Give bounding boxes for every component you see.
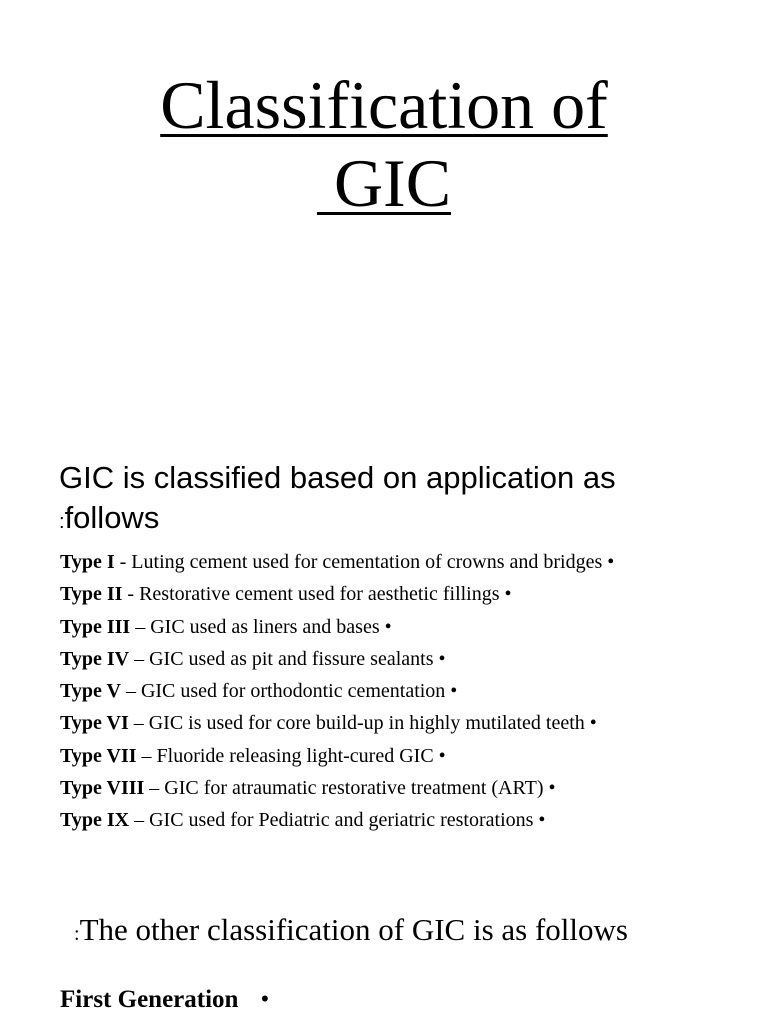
type-label: Type IX <box>60 809 130 832</box>
title-line-2: GIC <box>316 145 452 221</box>
type-description: – GIC used as liners and bases • <box>130 615 392 638</box>
type-label: Type V <box>60 680 121 703</box>
other-colon: : <box>74 923 80 945</box>
list-item-type-1 <box>60 546 614 578</box>
other-classification-heading <box>74 910 754 954</box>
list-item-type-8 <box>60 772 614 804</box>
generation-item <box>60 982 269 1018</box>
intro-colon: : <box>59 511 65 533</box>
list-item-type-3 <box>60 611 614 643</box>
type-description: – GIC is used for core build-up in highly mutilated teeth • <box>128 712 597 735</box>
type-label: Type IV <box>60 647 130 670</box>
intro-heading <box>59 458 699 542</box>
type-description: - Restorative cement used for aesthetic fillings • <box>122 583 512 606</box>
type-label: Type VII <box>60 744 137 767</box>
type-description: – Fluoride releasing light-cured GIC • <box>136 744 446 767</box>
type-list <box>60 546 614 837</box>
list-item-type-5 <box>60 675 614 707</box>
type-label: Type VI <box>60 712 129 735</box>
list-item-type-4 <box>60 643 614 675</box>
bullet-icon: • <box>260 986 270 1013</box>
title-line-1: Classification of <box>160 67 608 143</box>
list-item-type-2 <box>60 578 614 610</box>
type-label: Type VIII <box>60 777 145 800</box>
type-label: Type I <box>60 551 115 573</box>
type-label: Type II <box>60 583 123 606</box>
type-label: Type III <box>60 615 131 638</box>
generation-label: First Generation <box>60 986 239 1013</box>
type-description: – GIC for atraumatic restorative treatment (ART) • <box>144 777 556 800</box>
list-item-type-6 <box>60 707 614 739</box>
page-title <box>0 66 768 222</box>
intro-line-1: GIC is classified based on application as <box>59 460 616 495</box>
intro-line-2: follows <box>64 500 160 535</box>
type-description: - Luting cement used for cementation of crowns and bridges • <box>114 551 615 573</box>
list-item-type-7 <box>60 740 614 772</box>
other-text: The other classification of GIC is as follows <box>79 912 628 947</box>
list-item-type-9 <box>60 804 614 836</box>
type-description: – GIC used for orthodontic cementation • <box>120 680 458 703</box>
type-description: – GIC used for Pediatric and geriatric restorations • <box>129 809 546 832</box>
type-description: – GIC used as pit and fissure sealants • <box>129 647 446 670</box>
